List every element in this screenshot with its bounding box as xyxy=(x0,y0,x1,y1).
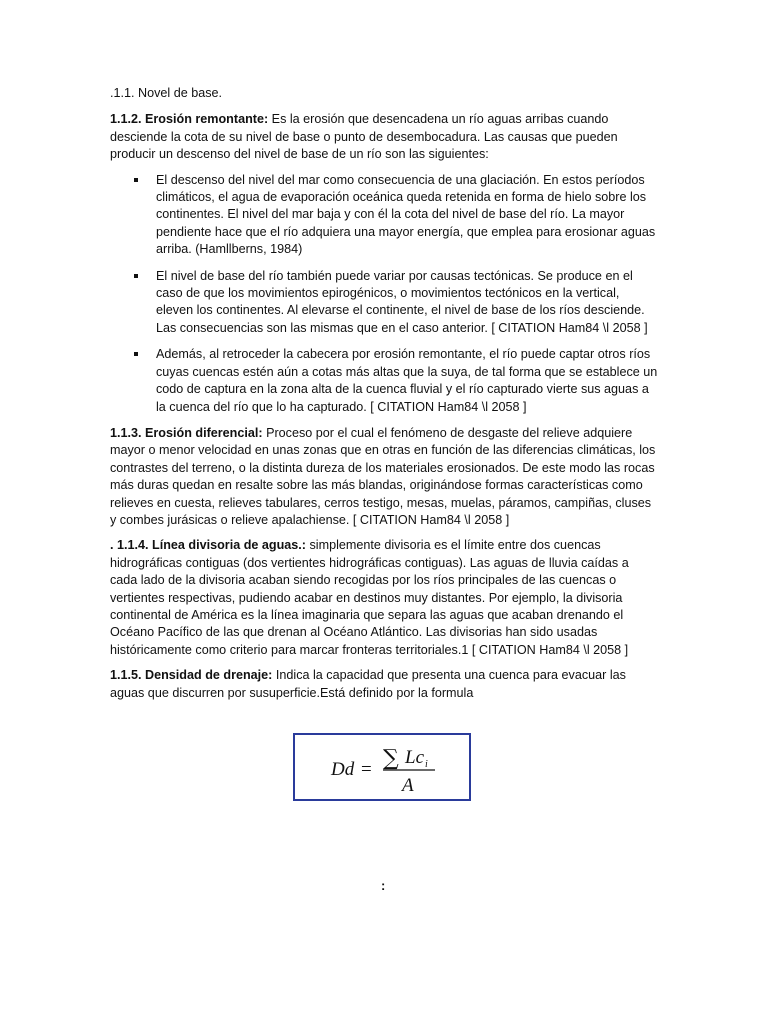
formula-equals: = xyxy=(361,759,372,780)
formula-denominator: A xyxy=(402,775,414,796)
formula-sum: ∑ xyxy=(383,746,399,771)
section-title: 1.1.3. Erosión diferencial: xyxy=(110,425,263,440)
square-bullet-icon xyxy=(134,352,138,356)
drainage-density-formula xyxy=(295,735,469,799)
bullet-list xyxy=(110,172,658,416)
square-bullet-icon xyxy=(134,274,138,278)
section-title: 1.1.2. Erosión remontante: xyxy=(110,112,269,127)
square-bullet-icon xyxy=(134,178,138,182)
list-item: El nivel de base del río también puede variar por causas tectónicas. Se produce en el caso de que los movimientos epirogénicos, o movimientos tectónicos en la vertical, eleven los continentes. Al elevarse el continente, el nivel de base de los ríos desciende. Las consecuencias son las mismas que en el caso anterior. [ CITATION Ham84 \l 2058 ] xyxy=(110,268,658,338)
section-text: Indica la capacidad que presenta una cuenca para evacuar las aguas que discurren por susuperficie.Está definido por la formula xyxy=(110,668,626,700)
formula-lhs: Dd xyxy=(331,759,355,780)
list-item: El descenso del nivel del mar como consecuencia de una glaciación. En estos períodos climáticos, el agua de evaporación oceánica queda retenida en forma de hielo sobre los continentes. El nivel del mar baja y con él la cota del nivel de base del río. La mayor pendiente hace que el río adquiera una mayor energía, que emplea para erosionar aguas arriba. (Hamllberns, 1984) xyxy=(110,172,658,259)
document-body xyxy=(110,85,658,710)
formula-subscript: i xyxy=(425,759,428,770)
trailing-colon: : xyxy=(381,878,386,893)
section-1-1-5 xyxy=(110,667,658,702)
formula-box xyxy=(293,733,471,801)
section-1-1-4 xyxy=(110,537,658,659)
section-1-1-2 xyxy=(110,111,658,163)
list-item: Además, al retroceder la cabecera por erosión remontante, el río puede captar otros ríos cuyas cuencas estén aún a cotas más altas que la suya, de tal forma que se establece un codo de captura en la zona alta de la cuenca fluvial y el río capturado vierte sus aguas a la cuenca del río que lo ha capturado. [ CITATION Ham84 \l 2058 ] xyxy=(110,346,658,416)
heading-1-1-1: .1.1. Novel de base. xyxy=(110,86,223,100)
section-title: 1.1.5. Densidad de drenaje: xyxy=(110,668,273,683)
formula-numerator: Lc xyxy=(405,747,424,768)
section-title: . 1.1.4. Línea divisoria de aguas.: xyxy=(110,538,306,553)
section-text: Proceso por el cual el fenómeno de desgaste del relieve adquiere mayor o menor velocidad en unas zonas que en otras en función de las diferencias climáticas, los contrastes del terreno, o la distinta dureza de los materiales erosionados. De este modo las rocas más duras quedan en resalte sobre las más blandas, originándose formas características como relieves en cuesta, relieves tabulares, cerros testigo, mesas, muelas, páramos, campiñas, cluses y combes jurásicas o relieve apalachiense. [ CITATION Ham84 \l 2058 ] xyxy=(110,425,656,527)
section-text: Es la erosión que desencadena un río aguas arribas cuando desciende la cota de su nivel de base o punto de desembocadura. Las causas que pueden producir un descenso del nivel de base de un río son las siguientes: xyxy=(110,112,618,162)
section-1-1-3 xyxy=(110,425,658,529)
section-text: simplemente divisoria es el límite entre dos cuencas hidrográficas contiguas (dos vertientes hidrográficas contiguas). Las aguas de lluvia caídas a cada lado de la divisoria acaban siendo recogidas por los ríos principales de las cuencas o vertientes respectivas, pudiendo acabar en destinos muy distantes. Por ejemplo, la divisoria continental de América es la línea imaginaria que separa las aguas que acaban drenando el Océano Pacífico de las que drenan al Océano Atlántico. Las divisorias han sido usadas históricamente como criterio para marcar fronteras territoriales.1 [ CITATION Ham84 \l 2058 ] xyxy=(110,538,629,657)
